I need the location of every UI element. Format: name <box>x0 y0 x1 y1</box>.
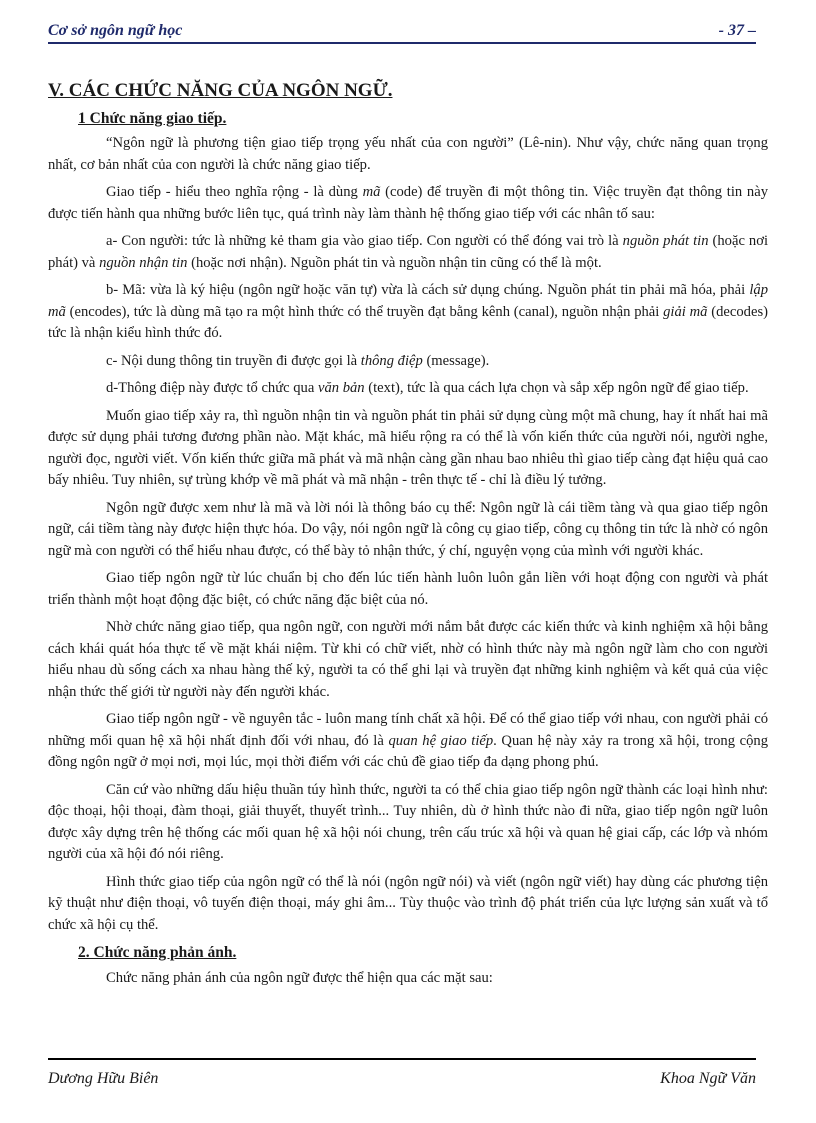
text-run: d-Thông điệp này được tổ chức qua <box>106 380 318 396</box>
paragraph <box>48 709 768 774</box>
italic-term: thông điệp <box>360 352 423 369</box>
text-run: Nhờ chức năng giao tiếp, qua ngôn ngữ, con người mới nắm bắt được các kiến thức và kinh nghiệm xã hội bằng cách khái quát hóa thực tế về mặt khái niệm. Từ khi có chữ viết, nhờ có hình thức này mà ngôn ngữ làm cho con người hiểu nhau dù sống cách xa nhau hàng thế kỷ, người ta có thể ghi lại và truyền đạt những kinh nghiệm và kết quả của việc nhận thức thế giới từ người này đến người khác. <box>48 619 768 700</box>
paragraph <box>48 133 768 176</box>
text-run: (hoặc nơi phát) và <box>48 233 769 271</box>
text-run: a- Con người: tức là những kẻ tham gia vào giao tiếp. Con người có thể đóng vai trò là <box>106 233 623 249</box>
text-run: Muốn giao tiếp xảy ra, thì nguồn nhận tin và nguồn phát tin phải sử dụng cùng một mã chung, hay ít nhất hai mã được sử dụng phải tương đương phần nào. Mặt khác, mã hiểu rộng ra có thể là vốn kiến thức của người nói, người nghe, người đọc, người viết. Vốn kiến thức giữa mã phát và mã nhận càng gần nhau bao nhiêu thì giao tiếp càng đạt hiệu quả cao bấy nhiêu. Tuy nhiên, sự trùng khớp về mã phát và mã nhận - trên thực tế - chỉ là điều lý tưởng. <box>48 407 768 488</box>
paragraph-reflection-intro: Chức năng phản ánh của ngôn ngữ được thể hiện qua các mặt sau: <box>106 969 493 986</box>
section-title: V. CÁC CHỨC NĂNG CỦA NGÔN NGỮ. <box>48 80 393 101</box>
paragraph <box>48 280 768 345</box>
text-run: Giao tiếp - hiểu theo nghĩa rộng - là dùng <box>106 184 363 200</box>
text-run: (decodes) tức là nhận kiểu hình thức đó. <box>48 303 768 341</box>
text-run: Giao tiếp ngôn ngữ từ lúc chuẩn bị cho đến lúc tiến hành luôn luôn gắn liền với hoạt động con người và phát triển thành một hoạt động đặc biệt, có chức năng đặc biệt của nó. <box>48 570 768 608</box>
paragraph <box>48 378 768 400</box>
text-run: b- Mã: vừa là ký hiệu (ngôn ngữ hoặc văn tự) vừa là cách sử dụng chúng. Nguồn phát tin phải mã hóa, phải <box>106 282 750 298</box>
text-run: (encodes), tức là dùng mã tạo ra một hình thức có thể truyền đạt bằng kênh (canal), nguồn nhận phải <box>65 303 664 320</box>
italic-term: giải mã <box>663 303 708 320</box>
header-book-title: Cơ sở ngôn ngữ học <box>48 22 183 39</box>
paragraph <box>48 568 768 611</box>
text-run: (text), tức là qua cách lựa chọn và sắp xếp ngôn ngữ để giao tiếp. <box>364 380 749 396</box>
page-footer <box>48 1058 756 1088</box>
paragraph <box>48 617 768 703</box>
paragraph-list <box>48 133 768 936</box>
paragraph <box>48 182 768 225</box>
italic-term: quan hệ giao tiếp <box>388 732 494 749</box>
document-body <box>48 80 768 995</box>
paragraph <box>48 498 768 563</box>
paragraph <box>48 231 768 274</box>
text-run: . Quan hệ này xảy ra trong xã hội, trong cộng đồng ngôn ngữ ở mọi nơi, mọi lúc, mọi thời điểm với các chủ đề giao tiếp đa dạng phong phú. <box>48 732 768 770</box>
paragraph <box>48 406 768 492</box>
footer-faculty: Khoa Ngữ Văn <box>660 1070 756 1087</box>
footer-author: Dương Hữu Biên <box>48 1070 159 1087</box>
text-run: “Ngôn ngữ là phương tiện giao tiếp trọng yếu nhất của con người” (Lê-nin). Như vậy, chức năng quan trọng nhất, cơ bản nhất của con người là chức năng giao tiếp. <box>48 135 768 173</box>
italic-term: mã <box>362 184 381 200</box>
text-run: (hoặc nơi nhận). Nguồn phát tin và nguồn nhận tin cũng có thể là một. <box>187 254 602 271</box>
page-header <box>48 22 756 44</box>
paragraph <box>48 780 768 866</box>
text-run: Giao tiếp ngôn ngữ - về nguyên tắc - luôn mang tính chất xã hội. Để có thể giao tiếp với nhau, con người phải có những mối quan hệ xã hội nhất định đối với nhau, đó là <box>48 711 768 749</box>
subsection-title-reflection: 2. Chức năng phản ánh. <box>78 944 237 961</box>
text-run: Hình thức giao tiếp của ngôn ngữ có thể là nói (ngôn ngữ nói) và viết (ngôn ngữ viết) hay dùng các phương tiện kỹ thuật như điện thoại, vô tuyến điện thoại, máy ghi âm... Tùy thuộc vào trình độ phát triển của lực lượng sản xuất và tổ chức xã hội cụ thể. <box>48 873 768 933</box>
italic-term: lập mã <box>48 282 768 320</box>
header-page-number: - 37 – <box>718 22 756 39</box>
text-run: Ngôn ngữ được xem như là mã và lời nói là thông báo cụ thể: Ngôn ngữ là cái tiềm tàng và qua giao tiếp ngôn ngữ, cái tiềm tàng này được hiện thực hóa. Do vậy, nói ngôn ngữ là công cụ giao tiếp, công cụ thông tin tức là nhờ có ngôn ngữ mà con người có thể hiểu nhau được, có thể bày tỏ nhận thức, ý chí, nguyện vọng của mình với người khác. <box>48 499 768 559</box>
paragraph <box>48 872 768 937</box>
text-run: (message). <box>422 352 490 369</box>
italic-term: nguồn nhận tin <box>99 254 188 271</box>
subsection-title-communication: 1 Chức năng giao tiếp. <box>78 109 227 127</box>
text-run: c- Nội dung thông tin truyền đi được gọi là <box>106 352 361 369</box>
text-run: (code) để truyền đi một thông tin. Việc truyền đạt thông tin này được tiến hành qua những bước liên tục, quá trình này làm thành hệ thống giao tiếp với các nhân tố sau: <box>48 184 768 222</box>
italic-term: nguồn phát tin <box>622 233 709 249</box>
text-run: Căn cứ vào những dấu hiệu thuần túy hình thức, người ta có thể chia giao tiếp ngôn ngữ thành các loại hình như: độc thoại, hội thoại, đàm thoại, giải thuyết, thuyết trình... Tuy nhiên, dù ở hình thức nào đi nữa, giao tiếp ngôn ngữ luôn được xây dựng trên hệ thống các mối quan hệ xã hội nói chung, trên cấu trúc xã hội và quan hệ giai cấp, các lớp và nhóm người của xã hội đó nói riêng. <box>48 781 768 862</box>
italic-term: văn bản <box>317 380 365 396</box>
paragraph <box>48 351 768 373</box>
